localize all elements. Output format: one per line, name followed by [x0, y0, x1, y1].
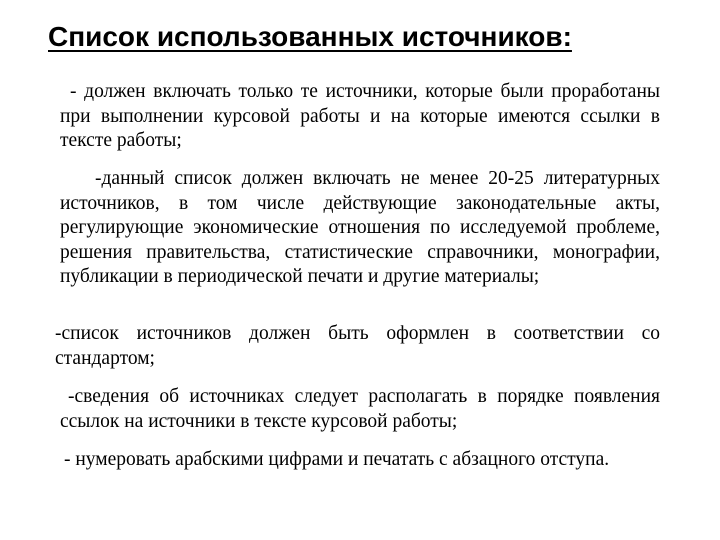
requirement-paragraph-5: - нумеровать арабскими цифрами и печатать с абзацного отступа. — [64, 449, 610, 470]
requirement-paragraph-4: -сведения об источниках следует располагать в порядке появления ссылок на источники в тексте курсовой работы; — [60, 386, 660, 432]
requirement-paragraph-1: - должен включать только те источники, которые были проработаны при выполнении курсовой работы и на которые имеются ссылки в тексте работы; — [60, 81, 660, 151]
requirement-paragraph-2: -данный список должен включать не менее 20-25 литературных источников, в том числе действующие законодательные акты, регулирующие экономические отношения по исследуемой проблеме, решения правительства, статистические справочники, монографии, публикации в периодической печати и другие материалы; — [60, 168, 660, 287]
slide-title: Список использованных источников: — [48, 21, 572, 52]
requirement-paragraph-3: -список источников должен быть оформлен в соответствии со стандартом; — [55, 323, 660, 369]
